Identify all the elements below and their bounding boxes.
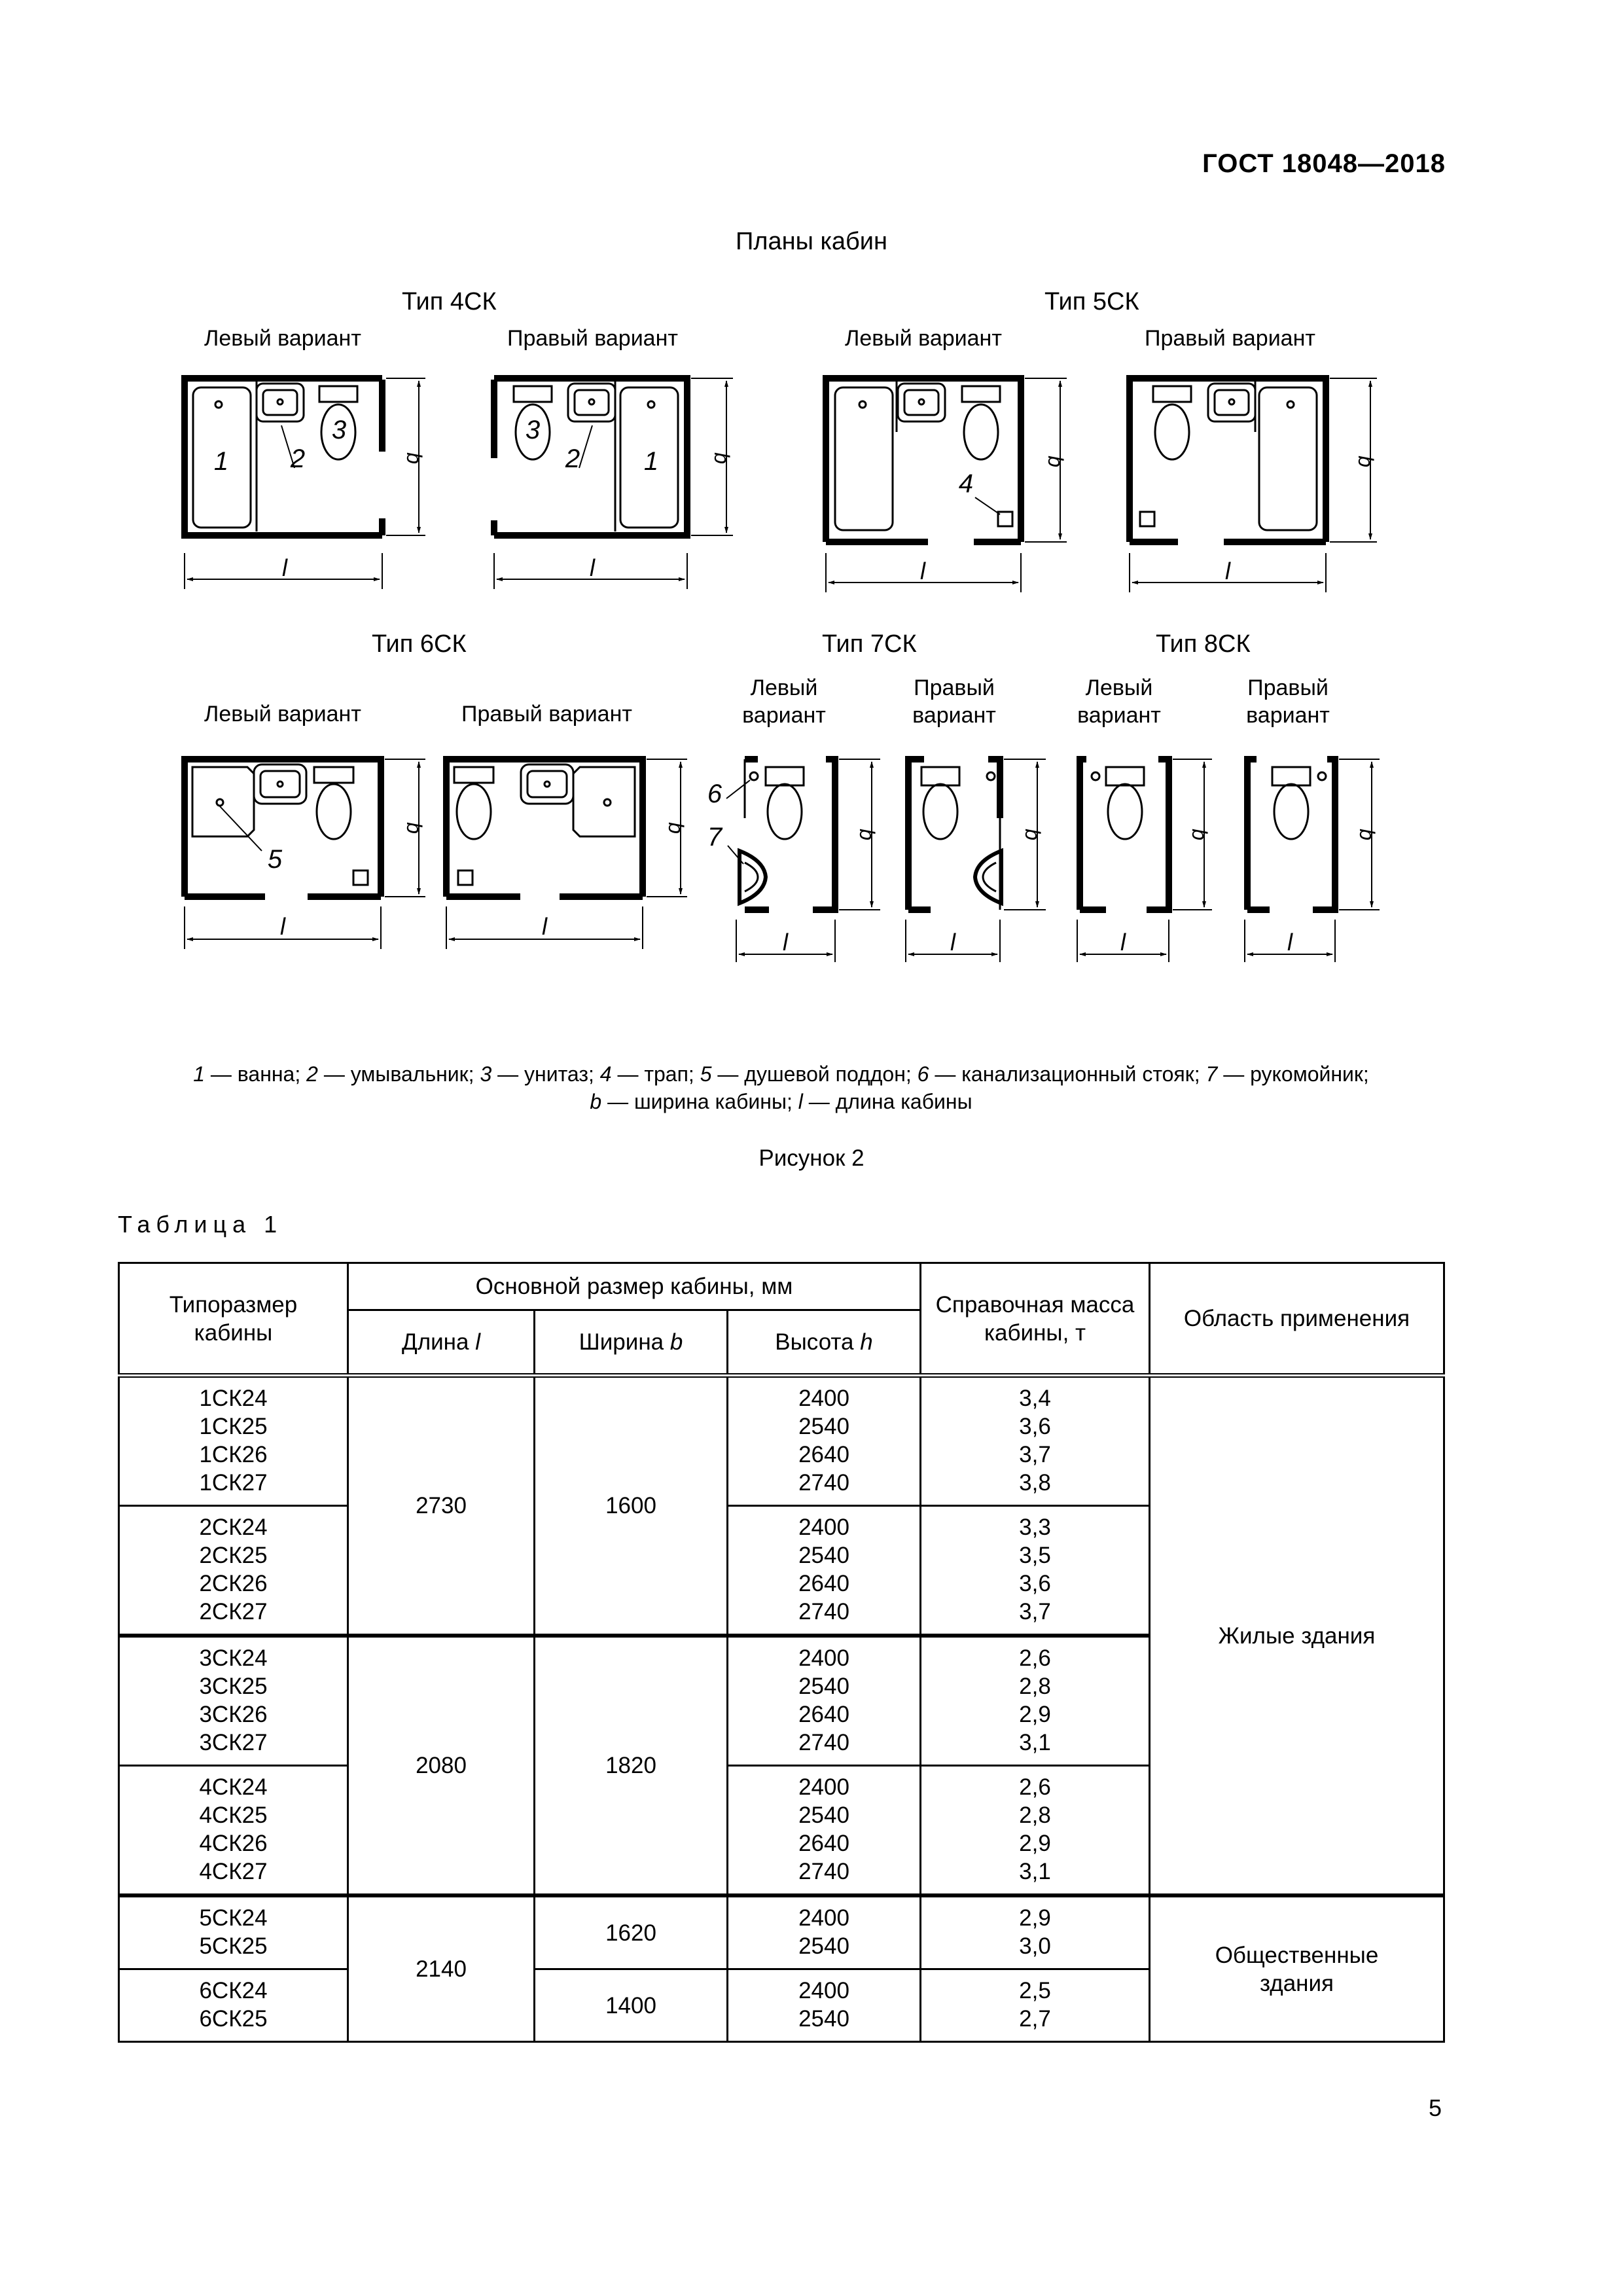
- mass-cell-value: 3,6: [1019, 1414, 1051, 1439]
- mass-cell-value: 2,5: [1019, 1978, 1051, 2003]
- variant-left-5sk: Левый вариант: [845, 326, 1002, 351]
- mass-cell-value: 2,8: [1019, 1674, 1051, 1699]
- legend_line1-key-2: 3: [480, 1062, 492, 1086]
- width-cell: 1820: [535, 1636, 728, 1895]
- dim-b-8sk-right: b: [1355, 829, 1379, 840]
- mass-cell-value: 3,5: [1019, 1543, 1051, 1568]
- length-cell: 2080: [348, 1636, 535, 1895]
- mass-cell-value: 2,6: [1019, 1645, 1051, 1671]
- plan-7sk-right: [906, 759, 1046, 962]
- dim-l-4sk-right: l: [590, 554, 595, 581]
- dim-b-4sk-right: b: [710, 452, 734, 464]
- height-cell-value: 2640: [798, 1442, 849, 1467]
- type-size-cell: [119, 1969, 348, 2042]
- type-size-cell-value: 4СК24: [199, 1774, 268, 1800]
- document-code: ГОСТ 18048—2018: [1202, 149, 1446, 178]
- dim-l-8sk-left: l: [1120, 929, 1126, 956]
- mass-cell-value: 3,1: [1019, 1859, 1051, 1884]
- height-cell-value: 2740: [798, 1859, 849, 1884]
- legend_line1-text-1: — умывальник;: [317, 1062, 480, 1086]
- header-type-size: Типоразмер кабины: [119, 1263, 348, 1376]
- height-cell-value: 2540: [798, 1803, 849, 1828]
- dim-b-7sk-right: b: [1021, 829, 1044, 840]
- variant-right-8sk: Правый вариант: [1246, 675, 1330, 728]
- height-cell-value: 2400: [798, 1515, 849, 1540]
- marker-4-5sk-left: 4: [958, 469, 974, 498]
- dim-l-5sk-left: l: [920, 558, 925, 584]
- type-label-6sk: Тип 6СК: [372, 630, 467, 658]
- header-mass: Справочная масса кабины, т: [921, 1263, 1150, 1376]
- legend_line2-key-0: b: [590, 1090, 602, 1113]
- variant-right-7sk: Правый вариант: [912, 675, 996, 728]
- variant-right-5sk: Правый вариант: [1145, 326, 1315, 351]
- plan-6sk-right: [446, 759, 687, 949]
- variant-right-4sk: Правый вариант: [507, 326, 678, 351]
- type-size-cell-value: 4СК27: [199, 1859, 268, 1884]
- plan-5sk-right: [1130, 378, 1377, 592]
- legend_line1-text-2: — унитаз;: [491, 1062, 600, 1086]
- mass-cell-value: 3,7: [1019, 1599, 1051, 1624]
- mass-cell-value: 2,9: [1019, 1905, 1051, 1931]
- type-size-cell-value: 4СК25: [199, 1803, 268, 1828]
- height-cell-value: 2640: [798, 1831, 849, 1856]
- mass-cell-value: 2,6: [1019, 1774, 1051, 1800]
- height-cell-value: 2540: [798, 1674, 849, 1699]
- header-length: Длина l: [348, 1310, 535, 1376]
- legend_line1-text-6: — рукомойник;: [1217, 1062, 1369, 1086]
- height-cell-value: 2400: [798, 1978, 849, 2003]
- type-size-cell-value: 1СК27: [199, 1470, 268, 1496]
- dim-b-4sk-left: b: [402, 452, 426, 464]
- type-label-5sk: Тип 5СК: [1044, 288, 1139, 315]
- mass-cell-value: 2,8: [1019, 1803, 1051, 1828]
- mass-cell-value: 3,7: [1019, 1442, 1051, 1467]
- height-cell: [728, 1969, 921, 2042]
- mass-cell: [921, 1766, 1150, 1896]
- mass-cell-value: 3,0: [1019, 1933, 1051, 1959]
- height-cell: [728, 1376, 921, 1506]
- type-size-cell-value: 5СК25: [199, 1933, 268, 1959]
- height-cell-value: 2540: [798, 1933, 849, 1959]
- legend_line1-text-4: — душевой поддон;: [711, 1062, 918, 1086]
- mass-cell-value: 3,6: [1019, 1571, 1051, 1596]
- height-cell: [728, 1636, 921, 1766]
- type-size-cell-value: 2СК27: [199, 1599, 268, 1624]
- height-cell-value: 2400: [798, 1386, 849, 1411]
- type-size-cell-value: 3СК25: [199, 1674, 268, 1699]
- type-size-cell-value: 1СК24: [199, 1386, 268, 1411]
- type-label-4sk: Тип 4СК: [402, 288, 497, 315]
- dim-b-6sk-right: b: [664, 822, 688, 834]
- type-size-cell-value: 2СК24: [199, 1515, 268, 1540]
- variant-left-6sk: Левый вариант: [204, 702, 361, 726]
- dim-l-8sk-right: l: [1287, 929, 1293, 956]
- type-size-cell: [119, 1636, 348, 1766]
- type-size-cell-value: 1СК26: [199, 1442, 268, 1467]
- cabin-plans-drawing: [0, 0, 1623, 1021]
- height-cell-value: 2540: [798, 1543, 849, 1568]
- mass-cell-value: 3,8: [1019, 1470, 1051, 1496]
- mass-cell: [921, 1895, 1150, 1969]
- dim-b-5sk-right: b: [1354, 456, 1378, 467]
- type-size-cell-value: 1СК25: [199, 1414, 268, 1439]
- variant-left-4sk: Левый вариант: [204, 326, 361, 351]
- plan-4sk-left: [185, 378, 425, 589]
- plan-8sk-right: [1245, 759, 1380, 962]
- height-cell-value: 2740: [798, 1470, 849, 1496]
- header-height: Высота h: [728, 1310, 921, 1376]
- variant-right-6sk: Правый вариант: [461, 702, 632, 726]
- header-main-size: Основной размер кабины, мм: [348, 1263, 921, 1310]
- type-label-8sk: Тип 8СК: [1156, 630, 1251, 658]
- height-cell-value: 2740: [798, 1599, 849, 1624]
- dim-l-7sk-left: l: [783, 929, 788, 956]
- length-cell: 2140: [348, 1895, 535, 2042]
- scope-cell: Жилые здания: [1150, 1376, 1444, 1896]
- mass-cell-value: 2,9: [1019, 1831, 1051, 1856]
- dim-l-7sk-right: l: [950, 929, 955, 956]
- table-caption: Таблица 1: [118, 1211, 283, 1238]
- legend_line2-text-0: — ширина кабины;: [601, 1090, 798, 1113]
- marker-3-4sk-right: 3: [525, 416, 541, 444]
- dim-l-5sk-right: l: [1225, 558, 1230, 584]
- legend_line1-key-5: 6: [917, 1062, 929, 1086]
- legend_line2-key-1: l: [798, 1090, 803, 1113]
- height-cell-value: 2640: [798, 1571, 849, 1596]
- variant-left-7sk: Левый вариант: [742, 675, 826, 728]
- type-size-cell: [119, 1376, 348, 1506]
- type-size-cell-value: 6СК24: [199, 1978, 268, 2003]
- type-size-cell-value: 5СК24: [199, 1905, 268, 1931]
- dim-b-8sk-left: b: [1188, 829, 1211, 840]
- type-size-cell-value: 2СК25: [199, 1543, 268, 1568]
- plan-7sk-left: [726, 759, 880, 962]
- dim-b-7sk-left: b: [855, 829, 879, 840]
- type-size-cell-value: 3СК24: [199, 1645, 268, 1671]
- height-cell-value: 2400: [798, 1774, 849, 1800]
- width-cell: 1620: [535, 1895, 728, 1969]
- type-size-cell-value: 2СК26: [199, 1571, 268, 1596]
- mass-cell: [921, 1636, 1150, 1766]
- width-cell: 1400: [535, 1969, 728, 2042]
- height-cell-value: 2640: [798, 1702, 849, 1727]
- height-cell-value: 2400: [798, 1645, 849, 1671]
- height-cell: [728, 1766, 921, 1896]
- table-row: [119, 1376, 1444, 1506]
- mass-cell: [921, 1506, 1150, 1636]
- legend-line-2: [118, 1088, 1444, 1115]
- mass-cell-value: 2,7: [1019, 2006, 1051, 2032]
- marker-7-7sk-left: 7: [707, 823, 722, 852]
- mass-cell-value: 2,9: [1019, 1702, 1051, 1727]
- type-label-7sk: Тип 7СК: [822, 630, 917, 658]
- figure-legend: [118, 1060, 1444, 1115]
- legend_line1-key-6: 7: [1205, 1062, 1218, 1086]
- marker-1-4sk-left: 1: [213, 447, 229, 476]
- marker-2-4sk-left: 2: [290, 444, 306, 473]
- legend_line1-text-0: — ванна;: [204, 1062, 307, 1086]
- length-cell: 2730: [348, 1376, 535, 1636]
- mass-cell-value: 3,3: [1019, 1515, 1051, 1540]
- page-number: 5: [1428, 2094, 1442, 2121]
- marker-6-7sk-left: 6: [707, 780, 722, 808]
- legend-line-1: [118, 1060, 1444, 1088]
- plan-5sk-left: [826, 378, 1067, 592]
- type-size-cell-value: 6СК25: [199, 2006, 268, 2032]
- legend_line1-key-4: 5: [700, 1062, 712, 1086]
- marker-3-4sk-left: 3: [331, 416, 347, 444]
- scope-cell: Общественные здания: [1150, 1895, 1444, 2042]
- figure-title: Планы кабин: [735, 228, 888, 255]
- figure-caption: Рисунок 2: [758, 1145, 865, 1171]
- type-size-cell-value: 4СК26: [199, 1831, 268, 1856]
- cabin-sizes-table: [118, 1262, 1445, 2043]
- legend_line1-text-3: — трап;: [611, 1062, 700, 1086]
- legend_line1-text-5: — канализационный стояк;: [929, 1062, 1206, 1086]
- height-cell-value: 2740: [798, 1730, 849, 1755]
- plan-6sk-left: [185, 759, 425, 949]
- height-cell-value: 2400: [798, 1905, 849, 1931]
- dim-l-6sk-left: l: [280, 913, 285, 940]
- dim-b-5sk-left: b: [1044, 456, 1067, 467]
- plan-4sk-right: [494, 378, 733, 589]
- marker-2-4sk-right: 2: [565, 444, 580, 473]
- table-row: [119, 1895, 1444, 1969]
- plan-8sk-left: [1077, 759, 1212, 962]
- type-size-cell-value: 3СК27: [199, 1730, 268, 1755]
- height-cell: [728, 1895, 921, 1969]
- height-cell: [728, 1506, 921, 1636]
- height-cell-value: 2540: [798, 1414, 849, 1439]
- legend_line2-text-1: — длина кабины: [802, 1090, 972, 1113]
- mass-cell: [921, 1969, 1150, 2042]
- type-size-cell: [119, 1895, 348, 1969]
- marker-5-6sk-left: 5: [267, 845, 283, 874]
- width-cell: 1600: [535, 1376, 728, 1636]
- header-width: Ширина b: [535, 1310, 728, 1376]
- mass-cell: [921, 1376, 1150, 1506]
- legend_line1-key-1: 2: [306, 1062, 318, 1086]
- type-size-cell: [119, 1506, 348, 1636]
- header-scope: Область применения: [1150, 1263, 1444, 1376]
- dim-l-4sk-left: l: [282, 554, 287, 581]
- type-size-cell-value: 3СК26: [199, 1702, 268, 1727]
- dim-b-6sk-left: b: [402, 822, 426, 834]
- mass-cell-value: 3,4: [1019, 1386, 1051, 1411]
- type-size-cell: [119, 1766, 348, 1896]
- mass-cell-value: 3,1: [1019, 1730, 1051, 1755]
- legend_line1-key-0: 1: [193, 1062, 205, 1086]
- marker-1-4sk-right: 1: [643, 447, 659, 476]
- legend_line1-key-3: 4: [599, 1062, 612, 1086]
- height-cell-value: 2540: [798, 2006, 849, 2032]
- dim-l-6sk-right: l: [542, 913, 547, 940]
- variant-left-8sk: Левый вариант: [1077, 675, 1161, 728]
